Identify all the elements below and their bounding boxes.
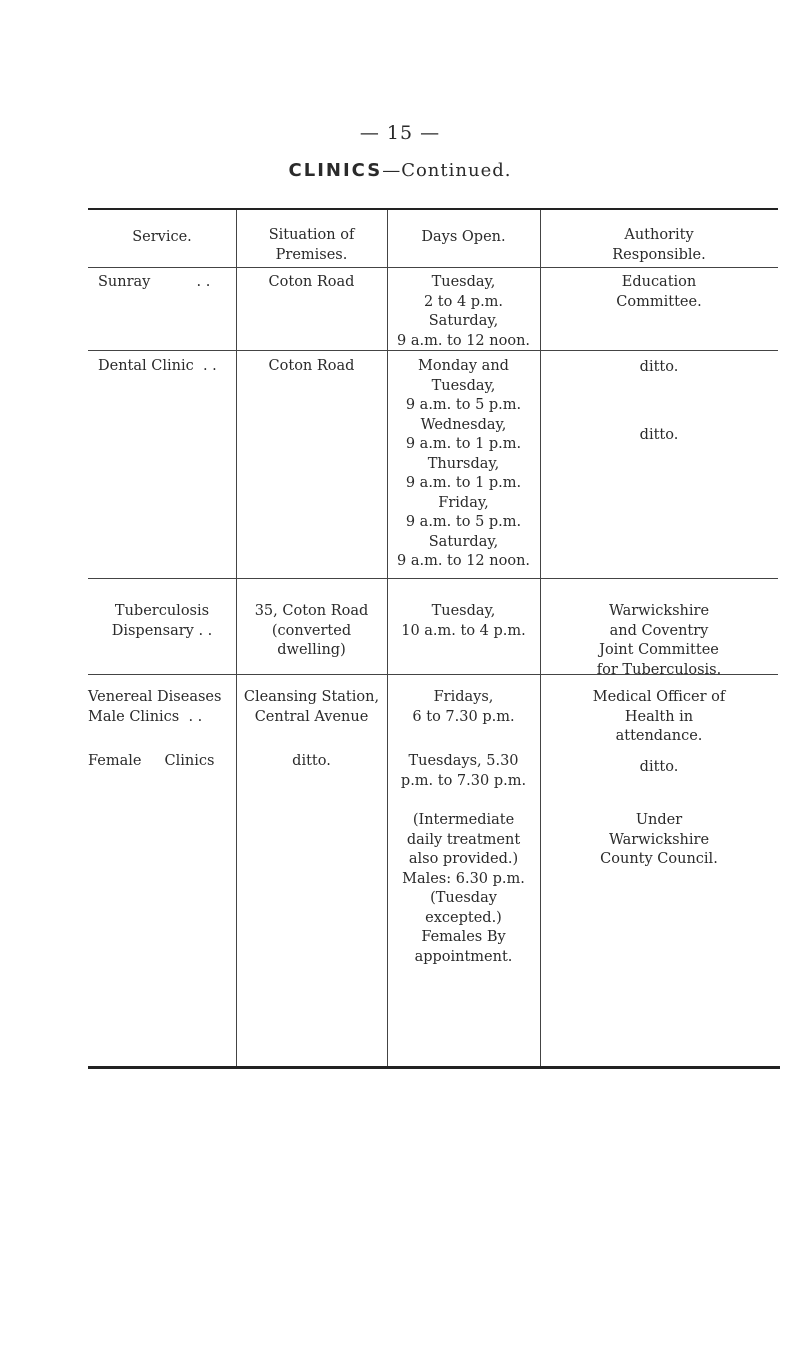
table-cell-authority: Education Committee. (616, 274, 702, 310)
table-cell-days: Tuesdays, 5.30 p.m. to 7.30 p.m. (400, 753, 527, 789)
table-top-rule (88, 208, 778, 210)
table-cell-service: Dental Clinic . . (98, 358, 217, 374)
row-divider (88, 267, 778, 268)
table-cell-authority: Medical Officer of Health in attendance. (592, 689, 726, 744)
table-cell-situation: Coton Road (268, 358, 355, 374)
title-main: CLINICS (288, 160, 383, 181)
table-cell-situation: Cleansing Station, Central Avenue (243, 689, 380, 725)
page-number: — 15 — (359, 122, 441, 144)
table-bottom-rule (88, 1066, 780, 1069)
table-cell-service: Sunray . . (98, 274, 211, 290)
column-header-authority: Authority Responsible. (612, 227, 706, 263)
table-cell-days: (Intermediate daily treatment also provided.) Males: 6.30 p.m. (Tuesday excepted.) Females By appointment. (402, 812, 525, 965)
table-cell-days: Fridays, 6 to 7.30 p.m. (412, 689, 515, 725)
table-cell-authority: ditto. (639, 359, 679, 375)
table-cell-service: Female Clinics (88, 753, 215, 769)
table-cell-service: Venereal Diseases Male Clinics . . (88, 689, 222, 725)
table-cell-days: Tuesday, 10 a.m. to 4 p.m. (401, 603, 526, 639)
table-cell-authority: Warwickshire and Coventry Joint Committee for Tuberculosis. (596, 603, 722, 678)
table-cell-situation: ditto. (292, 753, 331, 769)
table-cell-authority: Under Warwickshire County Council. (600, 812, 718, 867)
column-header-service: Service. (132, 229, 192, 245)
table-cell-authority: ditto. (639, 759, 679, 775)
table-cell-situation: 35, Coton Road (converted dwelling) (254, 603, 369, 658)
table-cell-situation: Coton Road (268, 274, 355, 290)
title-sub: —Continued. (382, 160, 512, 181)
table-cell-authority: ditto. (639, 427, 679, 443)
table-cell-days: Monday and Tuesday, 9 a.m. to 5 p.m. Wednesday, 9 a.m. to 1 p.m. Thursday, 9 a.m. to 1 p.m. Friday, 9 a.m. to 5 p.m. Saturday, 9 a.m. to 12 noon. (396, 358, 531, 569)
table-cell-service: Tuberculosis Dispensary . . (111, 603, 213, 639)
row-divider (88, 578, 778, 579)
column-header-situation: Situation of Premises. (268, 227, 355, 263)
column-header-days: Days Open. (421, 229, 506, 245)
table-cell-days: Tuesday, 2 to 4 p.m. Saturday, 9 a.m. to 12 noon. (396, 274, 531, 349)
page-title (0, 160, 800, 181)
